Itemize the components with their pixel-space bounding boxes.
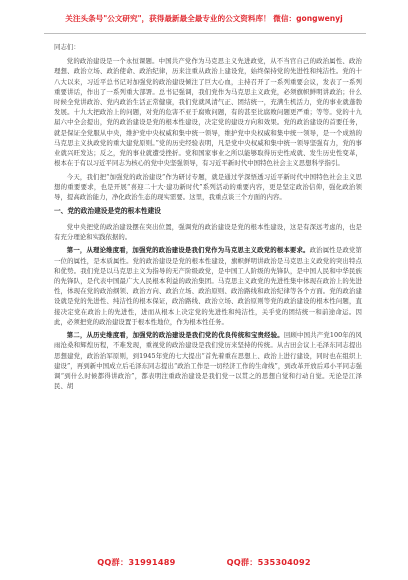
- point-paragraph: [54, 330, 362, 391]
- point-paragraph: [54, 245, 362, 327]
- header-divider: [44, 33, 366, 34]
- banner-text: 关注头条号"公文研究"，获得最新最全最专业的公文资料库！ 微信：gongwenyj: [65, 14, 343, 23]
- salutation: 同志们：: [54, 43, 80, 51]
- point-lead: 第一，从理论维度看，加强党的政治建设是我们党作为马克思主义政党的根本要求。: [66, 246, 310, 255]
- point-body: 政治属性是政党第一位的属性，是本质属性。党的政治建设是党的根本性建设，旗帜鲜明讲政治是马克思主义政党的突出特点和优势。我们党是以马克思主义为指导的无产阶级政党，是中国工人阶级的先锋队，是中国人民和中华民族的先锋队，是代表中国最广大人民根本利益的政治集团。马克思主义政党的先进性集中体现在政治上的先进性，体现在党的政治纲领、政治方向、政治立场、政治原则、政治路线和政治纪律等各个方面。党的政治建设就是党的先进性、纯洁性的根本保证，政治路线、政治立场、政治原则等党的政治建设的根本性问题，直接决定党在政治上的先进性，进而从根本上决定党的先进性和纯洁性，关乎党的团结统一和前途命运。因此，必须把党的政治建设置于根本性地位，作为根本性任务。: [54, 246, 362, 326]
- footer-contact: [0, 557, 408, 568]
- header-banner: [0, 6, 408, 34]
- section-title: 一、党的政治建设是党的根本性建设: [54, 206, 161, 215]
- point-lead: 第二，从历史维度看，加强党的政治建设是我们党的优良传统和宝贵经验。: [66, 331, 284, 340]
- qq-group-1: QQ群：31991489: [97, 557, 176, 567]
- qq-group-2: QQ群：535304092: [226, 557, 311, 567]
- paragraph: 今天，我们把“加强党的政治建设”作为研讨专题，就是通过学深悟透习近平新时代中国特色社会主义思想的重要要求，也是开展“喜迎二十大·建功新时代”系列活动的重要内容，更是坚定政治信仰，强化政治领导，提高政治能力，净化政治生态的现实需要。这里，我重点谈三个方面的内容。: [54, 172, 362, 202]
- document-body: [54, 42, 362, 547]
- section-intro: 党中央把党的政治建设摆在突出位置，强调党的政治建设是党的根本性建设，这是有深远考虑的，也是有充分理论和实践依据的。: [54, 222, 362, 241]
- paragraph: 党的政治建设是一个永恒课题。中国共产党作为马克思主义先进政党，从不当官自己的政治属性、政治理想、政治立场、政治使命、政治纪律，历来注重从政治上建设党，始终保持党的先进性和纯洁性。党的十八大以来，习近平总书记对加强党的政治建设倾注了巨大心血，主持召开了一系列重要会议，发表了一系列重要讲话，作出了一系列重大部署。总书记强调，我们党作为马克思主义政党，必须旗帜鲜明讲政治；什么时候全党讲政治、党内政治生活正常健康，我们党就风清气正、团结统一，充满生机活力，党的事业就蓬勃发展。十九大把政治上的问题，对党的危害不亚于腐败问题，有的甚至比腐败问题更严重；等等。党的十九届六中全会提出，党的政治建设是党的根本性建设，决定党的建设方向和效果。党的政治建设的首要任务，就是保证全党服从中央，维护党中央权威和集中统一领导，维护党中央权威和集中统一领导，是一个成熟的马克思主义执政党的重大建党原则。”党的历史经验表明，凡是党中央权威和集中统一领导坚强有力，党的事业就兴旺发达；反之，党的事业就遭受挫折。党和国家事业之所以能够取得历史性成就、发生历史性变革，根本在于有以习近平同志为核心的党中央坚强领导，有习近平新时代中国特色社会主义思想科学指引。: [54, 57, 362, 168]
- point-body: 回顾中国共产党100年的风雨沧桑和辉煌历程，不难发现，重视党的政治建设是我们党历来坚持的传统。从古田会议上毛泽东同志提出思想建党，政治治军原则，到1945年党的七大提出“首先着重在思想上、政治上进行建设，同时也在组织上建设”，再到新中国成立后毛泽东同志提出“政治工作是一切经济工作的生命线”，到改革开放后邓小平同志强调“到什么时候都得讲政治”，都表明注重政治建设是我们党一以贯之的思想自觉和行动自觉。无论是江泽民、胡: [54, 331, 362, 391]
